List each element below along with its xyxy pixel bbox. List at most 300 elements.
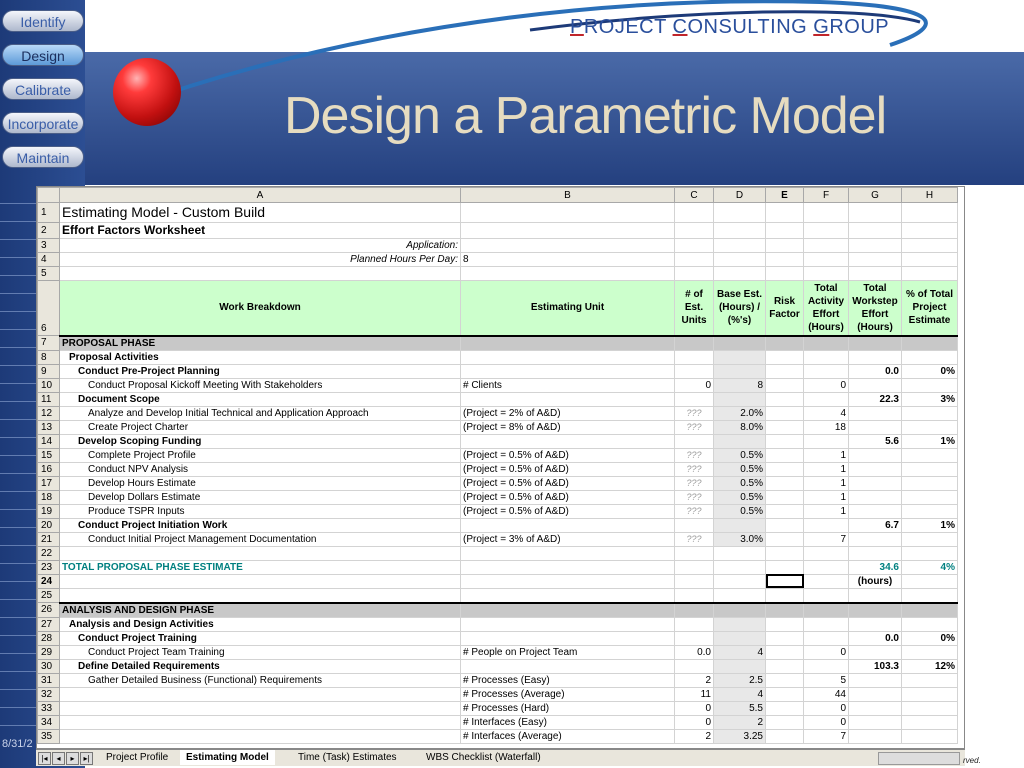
cell-pct-total[interactable]: 3% — [902, 392, 958, 406]
cell-risk-factor[interactable] — [766, 462, 804, 476]
cell-est-units[interactable] — [675, 392, 714, 406]
cell-est-units[interactable]: 0 — [675, 715, 714, 729]
row-header[interactable]: 20 — [38, 518, 60, 532]
cell-est-units[interactable] — [675, 350, 714, 364]
cell-activity-effort[interactable]: 7 — [804, 729, 849, 743]
cell-work-breakdown[interactable]: Develop Dollars Estimate — [60, 490, 461, 504]
cell-workstep-effort[interactable] — [849, 448, 902, 462]
spreadsheet-grid[interactable] — [36, 186, 965, 749]
cell-workstep-effort[interactable] — [849, 687, 902, 701]
cell-estimating-unit[interactable]: (Project = 3% of A&D) — [461, 532, 675, 546]
cell-estimating-unit[interactable]: # Clients — [461, 378, 675, 392]
cell[interactable] — [902, 239, 958, 253]
cell-base-est[interactable] — [714, 434, 766, 448]
row-header[interactable]: 2 — [38, 223, 60, 239]
cell-workstep-effort[interactable]: 0.0 — [849, 364, 902, 378]
cell-base-est[interactable]: 2 — [714, 715, 766, 729]
cell[interactable] — [804, 239, 849, 253]
cell-est-units[interactable]: ??? — [675, 406, 714, 420]
cell-risk-factor[interactable] — [766, 532, 804, 546]
cell-workstep-effort[interactable] — [849, 617, 902, 631]
cell-estimating-unit[interactable]: # Processes (Hard) — [461, 701, 675, 715]
cell-work-breakdown[interactable]: Conduct Proposal Kickoff Meeting With Stakeholders — [60, 378, 461, 392]
cell-estimating-unit[interactable] — [461, 546, 675, 560]
cell-pct-total[interactable] — [902, 574, 958, 588]
cell-base-est[interactable]: 8.0% — [714, 420, 766, 434]
cell-base-est[interactable]: 5.5 — [714, 701, 766, 715]
row-header[interactable]: 30 — [38, 659, 60, 673]
cell-risk-factor[interactable] — [766, 729, 804, 743]
sheet-tab-project-profile[interactable]: Project Profile — [106, 752, 169, 763]
cell-activity-effort[interactable]: 1 — [804, 448, 849, 462]
header-risk-factor[interactable]: Risk Factor — [766, 281, 804, 336]
cell-activity-effort[interactable] — [804, 603, 849, 618]
cell-est-units[interactable] — [675, 603, 714, 618]
cell-pct-total[interactable] — [902, 532, 958, 546]
cell-activity-effort[interactable] — [804, 574, 849, 588]
cell-workstep-effort[interactable]: 22.3 — [849, 392, 902, 406]
cell[interactable] — [675, 267, 714, 281]
cell[interactable] — [714, 203, 766, 223]
cell-estimating-unit[interactable] — [461, 574, 675, 588]
column-header-a[interactable]: A — [60, 188, 461, 203]
column-header-f[interactable]: F — [804, 188, 849, 203]
cell-risk-factor[interactable] — [766, 715, 804, 729]
cell-base-est[interactable] — [714, 603, 766, 618]
cell-estimating-unit[interactable] — [461, 631, 675, 645]
cell-risk-factor[interactable] — [766, 518, 804, 532]
cell-activity-effort[interactable]: 7 — [804, 532, 849, 546]
cell-base-est[interactable]: 2.5 — [714, 673, 766, 687]
cell-workstep-effort[interactable] — [849, 701, 902, 715]
cell-pct-total[interactable] — [902, 729, 958, 743]
cell-pct-total[interactable] — [902, 336, 958, 351]
cell-estimating-unit[interactable]: (Project = 0.5% of A&D) — [461, 504, 675, 518]
sheet-tab-time-estimates[interactable]: Time (Task) Estimates — [298, 752, 397, 763]
cell[interactable] — [675, 253, 714, 267]
cell-estimating-unit[interactable]: # People on Project Team — [461, 645, 675, 659]
cell[interactable] — [60, 267, 461, 281]
cell[interactable] — [714, 267, 766, 281]
cell[interactable] — [849, 239, 902, 253]
cell-estimating-unit[interactable]: (Project = 0.5% of A&D) — [461, 462, 675, 476]
cell[interactable] — [766, 223, 804, 239]
cell-work-breakdown[interactable] — [60, 729, 461, 743]
cell-workstep-effort[interactable] — [849, 504, 902, 518]
row-header[interactable]: 15 — [38, 448, 60, 462]
row-header[interactable]: 23 — [38, 560, 60, 574]
cell-est-units[interactable] — [675, 574, 714, 588]
cell-risk-factor[interactable] — [766, 659, 804, 673]
cell-base-est[interactable] — [714, 518, 766, 532]
next-sheet-button[interactable]: ▸ — [66, 752, 79, 765]
cell-activity-effort[interactable]: 1 — [804, 490, 849, 504]
header-pct-total[interactable]: % of Total Project Estimate — [902, 281, 958, 336]
cell-workstep-effort[interactable] — [849, 532, 902, 546]
last-sheet-button[interactable]: ▸| — [80, 752, 93, 765]
cell[interactable] — [714, 239, 766, 253]
cell-estimating-unit[interactable]: # Interfaces (Easy) — [461, 715, 675, 729]
cell[interactable]: Estimating Model - Custom Build — [60, 203, 461, 223]
cell-pct-total[interactable] — [902, 476, 958, 490]
row-header[interactable]: 25 — [38, 588, 60, 603]
cell[interactable] — [714, 223, 766, 239]
cell-base-est[interactable]: 0.5% — [714, 490, 766, 504]
row-header[interactable]: 8 — [38, 350, 60, 364]
row-header[interactable]: 22 — [38, 546, 60, 560]
cell-estimating-unit[interactable] — [461, 659, 675, 673]
cell-base-est[interactable]: 3.25 — [714, 729, 766, 743]
cell-activity-effort[interactable]: 0 — [804, 378, 849, 392]
row-header[interactable]: 6 — [38, 281, 60, 336]
cell-risk-factor[interactable] — [766, 617, 804, 631]
cell[interactable]: Effort Factors Worksheet — [60, 223, 461, 239]
cell-work-breakdown[interactable]: PROPOSAL PHASE — [60, 336, 461, 351]
cell-est-units[interactable]: ??? — [675, 448, 714, 462]
sheet-tab-wbs-checklist[interactable]: WBS Checklist (Waterfall) — [426, 752, 541, 763]
cell-pct-total[interactable]: 1% — [902, 518, 958, 532]
cell-work-breakdown[interactable] — [60, 701, 461, 715]
cell-workstep-effort[interactable] — [849, 673, 902, 687]
cell-work-breakdown[interactable]: TOTAL PROPOSAL PHASE ESTIMATE — [60, 560, 461, 574]
cell-workstep-effort[interactable] — [849, 603, 902, 618]
cell[interactable] — [461, 239, 675, 253]
cell-est-units[interactable]: 0 — [675, 701, 714, 715]
cell[interactable] — [804, 203, 849, 223]
row-header[interactable]: 35 — [38, 729, 60, 743]
cell-estimating-unit[interactable] — [461, 350, 675, 364]
cell[interactable] — [714, 253, 766, 267]
row-header[interactable]: 9 — [38, 364, 60, 378]
cell-risk-factor[interactable] — [766, 560, 804, 574]
cell-activity-effort[interactable] — [804, 518, 849, 532]
cell-estimating-unit[interactable]: # Processes (Easy) — [461, 673, 675, 687]
cell-risk-factor[interactable] — [766, 378, 804, 392]
cell[interactable] — [849, 203, 902, 223]
cell-est-units[interactable]: 0.0 — [675, 645, 714, 659]
cell-pct-total[interactable] — [902, 673, 958, 687]
cell-activity-effort[interactable]: 4 — [804, 406, 849, 420]
cell-pct-total[interactable]: 1% — [902, 434, 958, 448]
cell-workstep-effort[interactable] — [849, 350, 902, 364]
cell-base-est[interactable]: 0.5% — [714, 476, 766, 490]
cell-activity-effort[interactable]: 1 — [804, 476, 849, 490]
cell-work-breakdown[interactable]: Conduct Project Team Training — [60, 645, 461, 659]
cell-risk-factor[interactable] — [766, 687, 804, 701]
row-header[interactable]: 16 — [38, 462, 60, 476]
cell-work-breakdown[interactable]: Create Project Charter — [60, 420, 461, 434]
cell-pct-total[interactable] — [902, 462, 958, 476]
cell-risk-factor[interactable] — [766, 448, 804, 462]
cell-risk-factor[interactable] — [766, 476, 804, 490]
cell-work-breakdown[interactable]: Produce TSPR Inputs — [60, 504, 461, 518]
cell-work-breakdown[interactable]: Analysis and Design Activities — [60, 617, 461, 631]
cell-estimating-unit[interactable]: (Project = 0.5% of A&D) — [461, 490, 675, 504]
horizontal-scrollbar[interactable] — [878, 752, 960, 765]
cell-work-breakdown[interactable]: Develop Hours Estimate — [60, 476, 461, 490]
cell-pct-total[interactable] — [902, 603, 958, 618]
cell[interactable] — [461, 203, 675, 223]
nav-pill-design[interactable]: Design — [2, 44, 84, 66]
cell-risk-factor[interactable] — [766, 631, 804, 645]
cell-work-breakdown[interactable]: ANALYSIS AND DESIGN PHASE — [60, 603, 461, 618]
cell-risk-factor[interactable] — [766, 603, 804, 618]
cell[interactable] — [804, 253, 849, 267]
row-header[interactable]: 19 — [38, 504, 60, 518]
cell[interactable] — [766, 253, 804, 267]
cell-workstep-effort[interactable] — [849, 715, 902, 729]
cell-base-est[interactable] — [714, 560, 766, 574]
row-header[interactable]: 7 — [38, 336, 60, 351]
cell-pct-total[interactable] — [902, 490, 958, 504]
nav-pill-incorporate[interactable]: Incorporate — [2, 112, 84, 134]
cell-estimating-unit[interactable]: # Processes (Average) — [461, 687, 675, 701]
cell-estimating-unit[interactable]: (Project = 0.5% of A&D) — [461, 448, 675, 462]
cell-base-est[interactable]: 0.5% — [714, 448, 766, 462]
cell[interactable] — [902, 223, 958, 239]
cell-work-breakdown[interactable]: Define Detailed Requirements — [60, 659, 461, 673]
sheet-tab-estimating-model[interactable]: Estimating Model — [180, 750, 275, 765]
cell[interactable]: 8 — [461, 253, 675, 267]
header-total-workstep-effort[interactable]: Total Workstep Effort (Hours) — [849, 281, 902, 336]
cell[interactable] — [675, 203, 714, 223]
cell-base-est[interactable] — [714, 631, 766, 645]
cell-work-breakdown[interactable] — [60, 687, 461, 701]
cell-est-units[interactable] — [675, 364, 714, 378]
row-header[interactable]: 26 — [38, 603, 60, 618]
cell-workstep-effort[interactable] — [849, 588, 902, 603]
cell-workstep-effort[interactable] — [849, 729, 902, 743]
cell-base-est[interactable]: 4 — [714, 645, 766, 659]
cell[interactable] — [849, 223, 902, 239]
cell-est-units[interactable]: 11 — [675, 687, 714, 701]
cell-base-est[interactable]: 0.5% — [714, 462, 766, 476]
column-header-c[interactable]: C — [675, 188, 714, 203]
column-header-e[interactable]: E — [766, 188, 804, 203]
cell-base-est[interactable]: 8 — [714, 378, 766, 392]
header-est-units[interactable]: # of Est. Units — [675, 281, 714, 336]
cell-work-breakdown[interactable]: Develop Scoping Funding — [60, 434, 461, 448]
cell[interactable] — [849, 253, 902, 267]
row-header[interactable]: 28 — [38, 631, 60, 645]
cell-estimating-unit[interactable]: # Interfaces (Average) — [461, 729, 675, 743]
cell-activity-effort[interactable]: 18 — [804, 420, 849, 434]
cell-risk-factor[interactable] — [766, 420, 804, 434]
cell-base-est[interactable] — [714, 364, 766, 378]
row-header[interactable]: 1 — [38, 203, 60, 223]
cell-work-breakdown[interactable]: Conduct Initial Project Management Documentation — [60, 532, 461, 546]
cell[interactable] — [804, 223, 849, 239]
cell-base-est[interactable] — [714, 617, 766, 631]
cell-est-units[interactable] — [675, 434, 714, 448]
column-header-d[interactable]: D — [714, 188, 766, 203]
cell-workstep-effort[interactable] — [849, 645, 902, 659]
cell[interactable]: Planned Hours Per Day: — [60, 253, 461, 267]
cell-est-units[interactable]: ??? — [675, 490, 714, 504]
cell-activity-effort[interactable]: 1 — [804, 504, 849, 518]
column-header-b[interactable]: B — [461, 188, 675, 203]
row-header[interactable]: 32 — [38, 687, 60, 701]
cell-est-units[interactable] — [675, 631, 714, 645]
cell[interactable] — [461, 267, 675, 281]
cell-activity-effort[interactable] — [804, 546, 849, 560]
cell-activity-effort[interactable] — [804, 588, 849, 603]
cell-work-breakdown[interactable]: Proposal Activities — [60, 350, 461, 364]
cell-activity-effort[interactable] — [804, 336, 849, 351]
cell[interactable] — [849, 267, 902, 281]
cell-workstep-effort[interactable] — [849, 336, 902, 351]
cell-estimating-unit[interactable] — [461, 434, 675, 448]
row-header[interactable]: 10 — [38, 378, 60, 392]
cell-work-breakdown[interactable] — [60, 574, 461, 588]
row-header[interactable]: 4 — [38, 253, 60, 267]
cell-work-breakdown[interactable]: Conduct Project Training — [60, 631, 461, 645]
cell-pct-total[interactable] — [902, 504, 958, 518]
row-header[interactable]: 17 — [38, 476, 60, 490]
first-sheet-button[interactable]: |◂ — [38, 752, 51, 765]
cell-pct-total[interactable] — [902, 588, 958, 603]
cell[interactable] — [461, 223, 675, 239]
cell-base-est[interactable] — [714, 659, 766, 673]
cell-activity-effort[interactable]: 1 — [804, 462, 849, 476]
cell-activity-effort[interactable] — [804, 364, 849, 378]
header-total-activity-effort[interactable]: Total Activity Effort (Hours) — [804, 281, 849, 336]
cell-pct-total[interactable] — [902, 420, 958, 434]
cell-risk-factor[interactable] — [766, 350, 804, 364]
cell-base-est[interactable] — [714, 546, 766, 560]
cell-workstep-effort[interactable] — [849, 476, 902, 490]
cell-pct-total[interactable]: 12% — [902, 659, 958, 673]
cell-est-units[interactable]: 0 — [675, 378, 714, 392]
cell-base-est[interactable]: 0.5% — [714, 504, 766, 518]
cell-estimating-unit[interactable] — [461, 603, 675, 618]
cell-pct-total[interactable] — [902, 701, 958, 715]
cell-pct-total[interactable]: 4% — [902, 560, 958, 574]
cell-base-est[interactable] — [714, 574, 766, 588]
cell-work-breakdown[interactable]: Complete Project Profile — [60, 448, 461, 462]
row-header[interactable]: 29 — [38, 645, 60, 659]
cell-pct-total[interactable] — [902, 715, 958, 729]
cell-est-units[interactable]: ??? — [675, 476, 714, 490]
cell-est-units[interactable] — [675, 588, 714, 603]
cell-estimating-unit[interactable] — [461, 518, 675, 532]
column-header-h[interactable]: H — [902, 188, 958, 203]
row-header[interactable]: 11 — [38, 392, 60, 406]
cell[interactable] — [902, 267, 958, 281]
cell-base-est[interactable] — [714, 588, 766, 603]
cell-risk-factor[interactable] — [766, 504, 804, 518]
cell-workstep-effort[interactable] — [849, 546, 902, 560]
cell-pct-total[interactable] — [902, 546, 958, 560]
cell-activity-effort[interactable]: 0 — [804, 701, 849, 715]
cell-activity-effort[interactable]: 5 — [804, 673, 849, 687]
row-header[interactable]: 24 — [38, 574, 60, 588]
cell-work-breakdown[interactable] — [60, 546, 461, 560]
cell-work-breakdown[interactable] — [60, 715, 461, 729]
row-header[interactable]: 5 — [38, 267, 60, 281]
cell-work-breakdown[interactable]: Conduct Project Initiation Work — [60, 518, 461, 532]
cell-est-units[interactable]: 2 — [675, 729, 714, 743]
cell-estimating-unit[interactable]: (Project = 2% of A&D) — [461, 406, 675, 420]
cell-pct-total[interactable] — [902, 448, 958, 462]
cell-est-units[interactable] — [675, 336, 714, 351]
cell-workstep-effort[interactable] — [849, 406, 902, 420]
cell-activity-effort[interactable] — [804, 560, 849, 574]
cell-est-units[interactable] — [675, 546, 714, 560]
cell-base-est[interactable] — [714, 350, 766, 364]
cell-estimating-unit[interactable] — [461, 364, 675, 378]
cell-estimating-unit[interactable] — [461, 617, 675, 631]
cell-base-est[interactable]: 2.0% — [714, 406, 766, 420]
row-header[interactable]: 12 — [38, 406, 60, 420]
cell-workstep-effort[interactable]: (hours) — [849, 574, 902, 588]
cell-activity-effort[interactable] — [804, 434, 849, 448]
cell-work-breakdown[interactable]: Document Scope — [60, 392, 461, 406]
cell-risk-factor[interactable] — [766, 701, 804, 715]
cell[interactable] — [902, 203, 958, 223]
cell[interactable] — [902, 253, 958, 267]
cell-estimating-unit[interactable]: (Project = 0.5% of A&D) — [461, 476, 675, 490]
cell-work-breakdown[interactable]: Analyze and Develop Initial Technical and Application Approach — [60, 406, 461, 420]
cell-risk-factor[interactable] — [766, 645, 804, 659]
cell-workstep-effort[interactable]: 6.7 — [849, 518, 902, 532]
cell-risk-factor[interactable] — [766, 588, 804, 603]
cell-work-breakdown[interactable]: Conduct NPV Analysis — [60, 462, 461, 476]
cell-est-units[interactable]: ??? — [675, 462, 714, 476]
cell-est-units[interactable] — [675, 518, 714, 532]
cell-est-units[interactable]: ??? — [675, 504, 714, 518]
cell[interactable] — [675, 223, 714, 239]
cell-work-breakdown[interactable] — [60, 588, 461, 603]
row-header[interactable]: 13 — [38, 420, 60, 434]
cell-workstep-effort[interactable] — [849, 462, 902, 476]
cell-risk-factor[interactable] — [766, 546, 804, 560]
nav-pill-calibrate[interactable]: Calibrate — [2, 78, 84, 100]
cell-pct-total[interactable]: 0% — [902, 364, 958, 378]
cell-activity-effort[interactable]: 0 — [804, 645, 849, 659]
cell-pct-total[interactable]: 0% — [902, 631, 958, 645]
cell-workstep-effort[interactable]: 34.6 — [849, 560, 902, 574]
cell-activity-effort[interactable] — [804, 631, 849, 645]
cell-workstep-effort[interactable]: 5.6 — [849, 434, 902, 448]
header-work-breakdown[interactable]: Work Breakdown — [60, 281, 461, 336]
header-estimating-unit[interactable]: Estimating Unit — [461, 281, 675, 336]
cell-estimating-unit[interactable] — [461, 336, 675, 351]
cell-estimating-unit[interactable] — [461, 392, 675, 406]
row-header[interactable]: 34 — [38, 715, 60, 729]
cell[interactable] — [766, 203, 804, 223]
cell-workstep-effort[interactable]: 103.3 — [849, 659, 902, 673]
cell-work-breakdown[interactable]: Gather Detailed Business (Functional) Requirements — [60, 673, 461, 687]
nav-pill-maintain[interactable]: Maintain — [2, 146, 84, 168]
cell-pct-total[interactable] — [902, 687, 958, 701]
cell-activity-effort[interactable] — [804, 392, 849, 406]
cell-base-est[interactable] — [714, 336, 766, 351]
row-header[interactable]: 21 — [38, 532, 60, 546]
cell-risk-factor[interactable] — [766, 392, 804, 406]
row-header[interactable]: 27 — [38, 617, 60, 631]
cell-est-units[interactable]: 2 — [675, 673, 714, 687]
row-header[interactable]: 18 — [38, 490, 60, 504]
prev-sheet-button[interactable]: ◂ — [52, 752, 65, 765]
select-all-corner[interactable] — [38, 188, 60, 203]
cell-risk-factor[interactable] — [766, 490, 804, 504]
cell-estimating-unit[interactable]: (Project = 8% of A&D) — [461, 420, 675, 434]
cell-activity-effort[interactable] — [804, 350, 849, 364]
cell-pct-total[interactable] — [902, 617, 958, 631]
cell-activity-effort[interactable]: 0 — [804, 715, 849, 729]
cell-activity-effort[interactable] — [804, 617, 849, 631]
